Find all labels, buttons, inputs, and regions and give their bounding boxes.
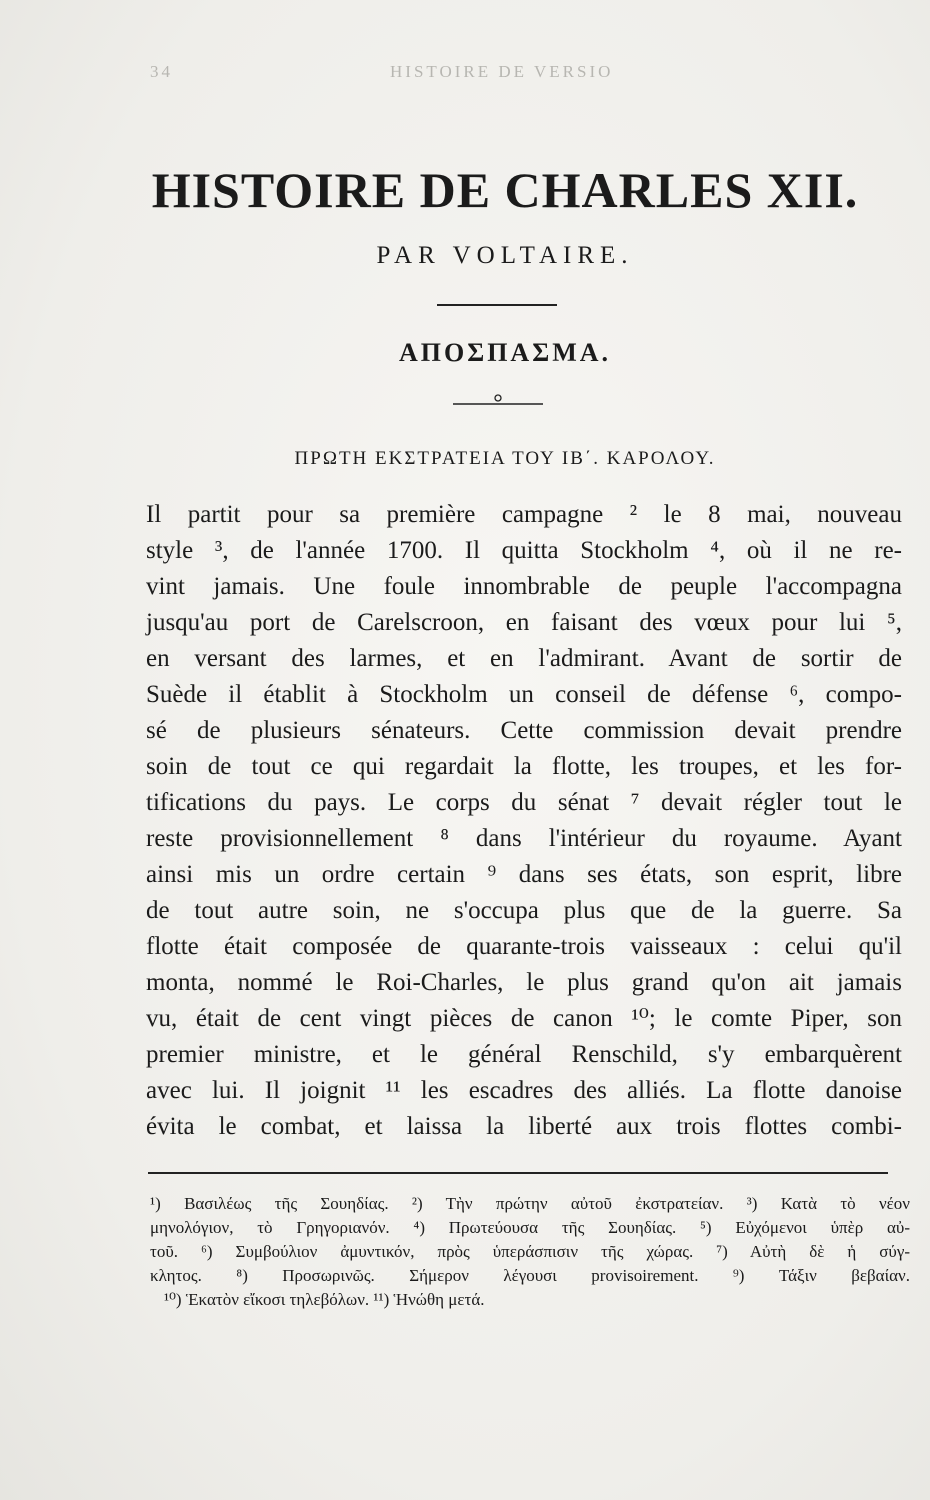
title-divider	[437, 304, 557, 306]
book-title: HISTOIRE DE CHARLES XII.	[151, 162, 859, 218]
text-line: premier ministre, et le général Renschild, s'y embarquèrent	[146, 1041, 902, 1068]
ornament-divider	[453, 392, 543, 412]
text-line: Suède il établit à Stockholm un conseil de défense ⁶, compo-	[146, 681, 902, 708]
footnote-line: κλητος. ⁸) Προσωρινῶς. Σήμερον λέγουσι provisoirement. ⁹) Τάξιν βεβαίαν.	[150, 1266, 910, 1285]
footnote-line: ¹) Βασιλέως τῆς Σουηδίας. ²) Τὴν πρώτην αὐτοῦ ἐκστρατείαν. ³) Κατὰ τὸ νέον	[150, 1194, 910, 1213]
text-line: avec lui. Il joignit ¹¹ les escadres des alliés. La flotte danoise	[146, 1077, 902, 1104]
footnote-line: μηνολόγιον, τὸ Γρηγοριανόν. ⁴) Πρωτεύουσα τῆς Σουηδίας. ⁵) Εὐχόμενοι ὑπὲρ αὐ-	[150, 1218, 910, 1237]
text-line: évita le combat, et laissa la liberté aux trois flottes combi-	[146, 1113, 902, 1140]
body-text	[146, 497, 902, 1145]
text-line: jusqu'au port de Carelscroon, en faisant des vœux pour lui ⁵,	[146, 609, 902, 636]
author-line: PAR VOLTAIRE.	[376, 242, 634, 269]
footnote-line: τοῦ. ⁶) Συμβούλιον ἀμυντικόν, πρὸς ὑπεράσπισιν τῆς χώρας. ⁷) Αὐτὴ δὲ ἡ σύγ-	[150, 1242, 910, 1261]
text-line: tifications du pays. Le corps du sénat ⁷ devait régler tout le	[146, 789, 902, 816]
text-line: soin de tout ce qui regardait la flotte, les troupes, et les for-	[146, 753, 902, 780]
text-line: vu, était de cent vingt pièces de canon ¹⁰; le comte Piper, son	[146, 1005, 902, 1032]
footnote-divider	[148, 1172, 888, 1174]
section-title: ΑΠΟΣΠΑΣΜΑ.	[398, 338, 612, 367]
text-line: Il partit pour sa première campagne ² le 8 mai, nouveau	[146, 501, 902, 528]
text-line: ainsi mis un ordre certain ⁹ dans ses états, son esprit, libre	[146, 861, 902, 888]
text-line: vint jamais. Une foule innombrable de peuple l'accompagna	[146, 573, 902, 600]
ghost-running-title: HISTOIRE DE VERSIO	[390, 62, 614, 81]
footnote-line: ¹⁰) Ἑκατὸν εἴκοσι τηλεβόλων. ¹¹) Ἡνώθη μετά.	[164, 1290, 485, 1309]
ghost-page-number: 34	[150, 62, 173, 81]
text-line: en versant des larmes, et en l'admirant. Avant de sortir de	[146, 645, 902, 672]
chapter-title: ΠΡΩΤΗ ΕΚΣΤΡΑΤΕΙΑ ΤΟΥ ΙΒ΄. ΚΑΡΟΛΟΥ.	[294, 448, 716, 469]
text-line: flotte était composée de quarante-trois vaisseaux : celui qu'il	[146, 933, 902, 960]
text-line: reste provisionnellement ⁸ dans l'intérieur du royaume. Ayant	[146, 825, 902, 852]
text-line: style ³, de l'année 1700. Il quitta Stockholm ⁴, où il ne re-	[146, 537, 902, 564]
text-line: monta, nommé le Roi-Charles, le plus grand qu'on ait jamais	[146, 969, 902, 996]
footnotes	[150, 1192, 910, 1312]
text-line: sé de plusieurs sénateurs. Cette commission devait prendre	[146, 717, 902, 744]
text-line: de tout autre soin, ne s'occupa plus que de la guerre. Sa	[146, 897, 902, 924]
